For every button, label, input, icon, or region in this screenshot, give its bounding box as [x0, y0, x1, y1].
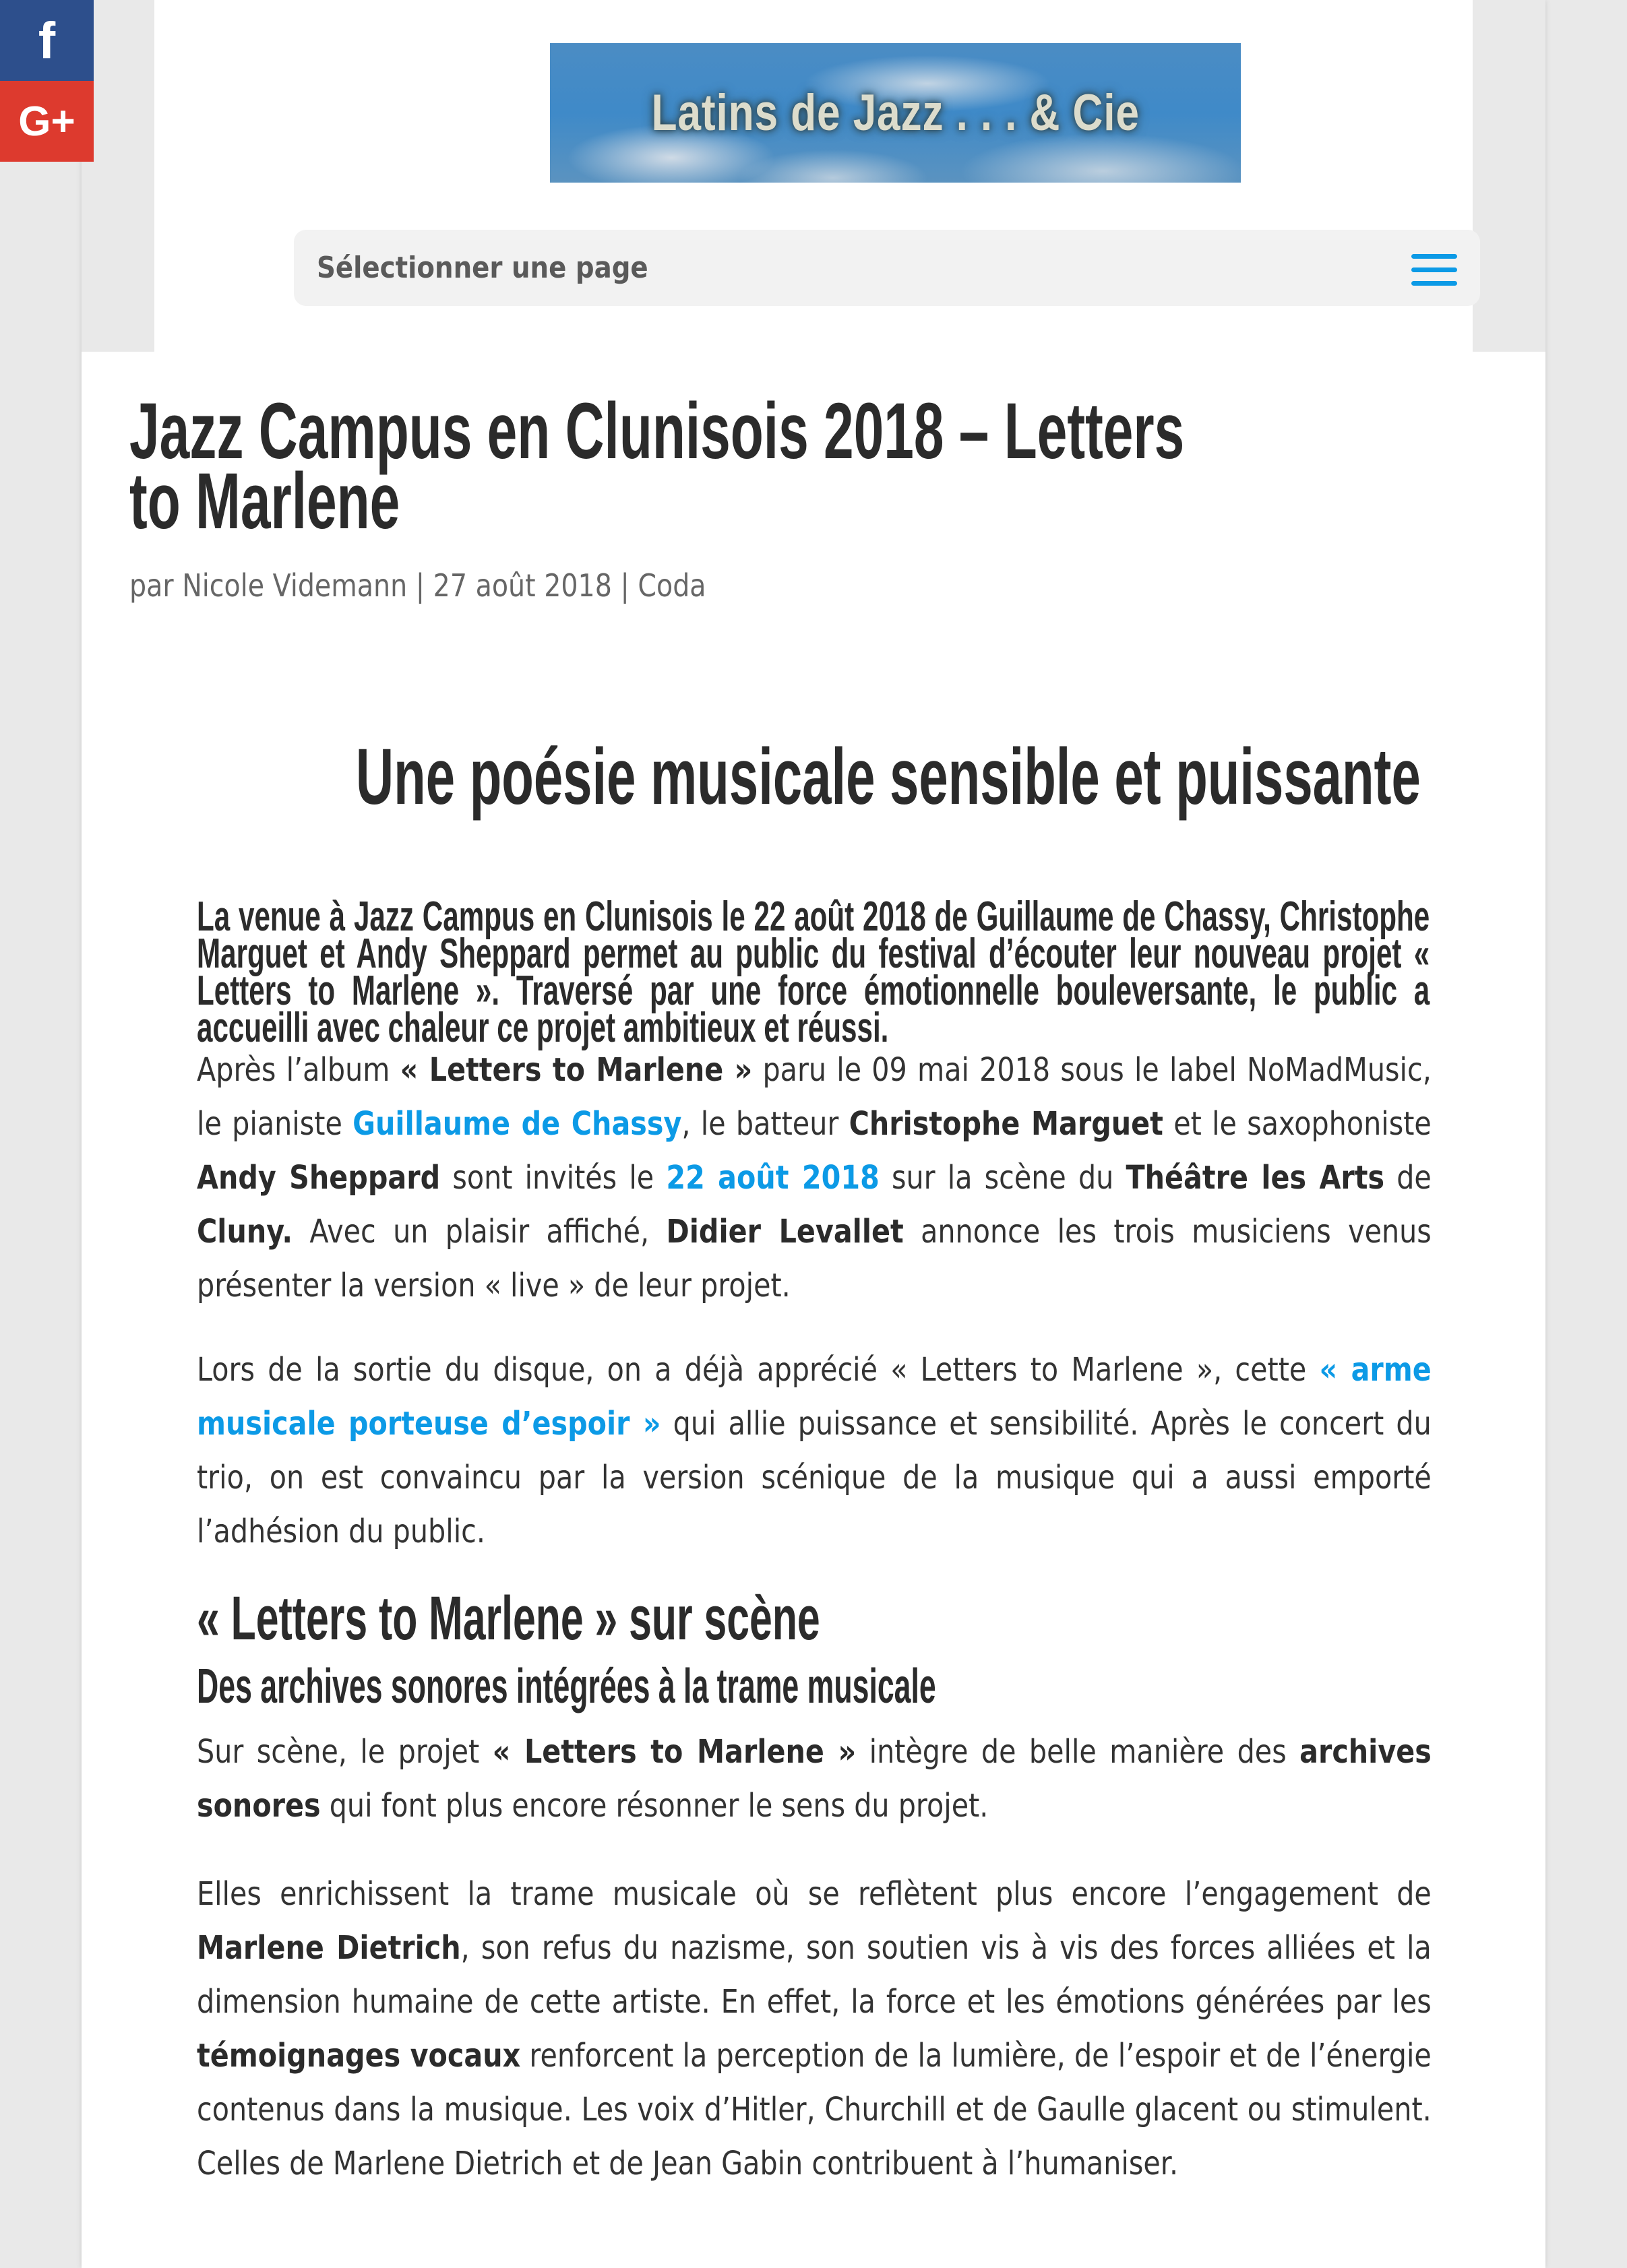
page-card: [82, 0, 1545, 2268]
text: annonce les trois musiciens venus présenter la version « live » de leur projet.: [197, 1213, 1432, 1304]
text: , son refus du nazisme, son soutien vis à vis des forces alliées et la dimension humaine de cette artiste. En effet, la force et les émotions générées par les: [197, 1929, 1432, 2021]
text: renforcent la perception de la lumière, de l’espoir et de l’énergie contenus dans la musique. Les voix d’Hitler, Churchill et de Gaulle glacent ou stimulent. Celles de Marlene Dietrich et de Jean Gabin contribuent à l’humaniser.: [197, 2037, 1432, 2182]
headline-text: Une poésie musicale sensible et puissante: [355, 732, 1421, 821]
google-plus-share-button[interactable]: [0, 81, 94, 162]
text: intègre de belle manière des: [856, 1733, 1300, 1771]
venue-name: Théâtre les Arts: [1126, 1159, 1385, 1197]
paragraph-2: [197, 1343, 1430, 1558]
article-lead: [197, 893, 1430, 1051]
meta-separator: |: [407, 567, 433, 604]
facebook-icon: f: [38, 11, 56, 69]
facebook-share-button[interactable]: [0, 0, 94, 81]
logo-text: Latins de Jazz . . . & Cie: [651, 84, 1140, 141]
article-title: Jazz Campus en Clunisois 2018 – Letters to Marlene: [129, 387, 1185, 546]
site-logo[interactable]: [550, 43, 1241, 183]
text: et le saxophoniste: [1163, 1105, 1432, 1143]
post-meta: [129, 567, 706, 604]
text: Sur scène, le projet: [197, 1733, 493, 1771]
google-plus-icon: G+: [18, 98, 75, 145]
album-title: « Letters to Marlene »: [400, 1051, 753, 1089]
text: paru le 09 mai 2018 sous le label NoMadMusic, le pianiste: [197, 1051, 1432, 1143]
text: sont invités le: [440, 1159, 667, 1197]
subsection-heading: Des archives sonores intégrées à la trame musicale: [197, 1660, 936, 1713]
category-link[interactable]: Coda: [638, 567, 706, 604]
bold-archives-sonores: archives sonores: [197, 1733, 1432, 1825]
link-arme-musicale[interactable]: « arme musicale porteuse d’espoir »: [197, 1351, 1432, 1443]
hamburger-bar: [1411, 281, 1457, 286]
name-christophe-marguet: Christophe Marguet: [849, 1105, 1163, 1143]
text: Après l’album: [197, 1051, 400, 1089]
name-didier-levallet: Didier Levallet: [666, 1213, 904, 1251]
name-andy-sheppard: Andy Sheppard: [197, 1159, 441, 1197]
text: sur la scène du: [879, 1159, 1126, 1197]
link-concert-date[interactable]: 22 août 2018: [666, 1159, 880, 1197]
text: qui font plus encore résonner le sens du projet.: [320, 1787, 989, 1825]
hamburger-bar: [1411, 267, 1457, 272]
album-title: « Letters to Marlene »: [492, 1733, 857, 1771]
mobile-nav-select[interactable]: [294, 230, 1480, 306]
paragraph-4: [197, 1867, 1430, 2191]
section-heading: « Letters to Marlene » sur scène: [197, 1584, 820, 1653]
meta-separator: |: [611, 567, 638, 604]
bold-temoignages-vocaux: témoignages vocaux: [197, 2037, 521, 2075]
hamburger-menu-icon[interactable]: [1411, 251, 1457, 285]
text: Elles enrichissent la trame musicale où se reflètent plus encore l’engagement de: [197, 1875, 1432, 1913]
text: Avec un plaisir affiché,: [293, 1213, 667, 1251]
hamburger-bar: [1411, 254, 1457, 259]
paragraph-1: [197, 1043, 1430, 1313]
link-guillaume-de-chassy[interactable]: Guillaume de Chassy: [352, 1105, 682, 1143]
nav-select-label: Sélectionner une page: [317, 251, 648, 285]
article-headline: [82, 731, 1545, 823]
site-header: [154, 0, 1473, 352]
text: Lors de la sortie du disque, on a déjà apprécié « Letters to Marlene », cette: [197, 1351, 1320, 1389]
meta-prefix: par: [129, 567, 183, 604]
city-name: Cluny.: [197, 1213, 293, 1251]
paragraph-3: [197, 1725, 1430, 1833]
text: , le batteur: [681, 1105, 849, 1143]
author-link[interactable]: Nicole Videmann: [182, 567, 408, 604]
text: de: [1384, 1159, 1432, 1197]
post-date: 27 août 2018: [433, 567, 612, 604]
name-marlene-dietrich: Marlene Dietrich: [197, 1929, 461, 1967]
lead-text: La venue à Jazz Campus en Clunisois le 22 août 2018 de Guillaume de Chassy, Christophe Marguet et Andy Sheppard permet au public du festival d’écouter leur nouveau projet « Letters to Marlene ». Traversé par une force émotionnelle bouleversante, le public a accueilli avec chaleur ce projet ambitieux et réussi.: [197, 893, 1430, 1051]
text: qui allie puissance et sensibilité. Après le concert du trio, on est convaincu par la version scénique de la musique qui a aussi emporté l’adhésion du public.: [197, 1405, 1432, 1550]
